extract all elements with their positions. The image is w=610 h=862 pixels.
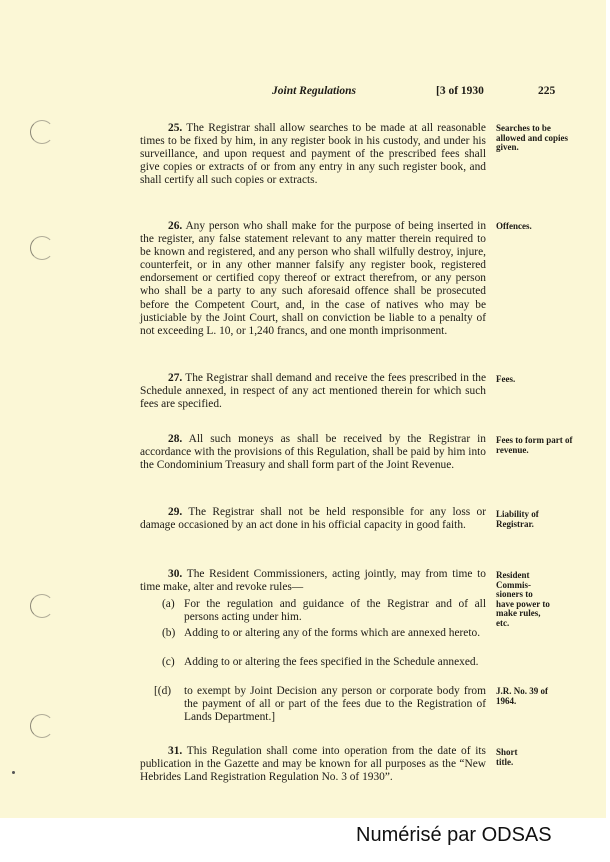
running-title: Joint Regulations	[272, 85, 357, 97]
section-27	[140, 372, 486, 411]
page-number: 225	[538, 85, 556, 97]
margin-note: Liability of Registrar.	[496, 509, 539, 529]
margin-note: Fees to form part of revenue.	[496, 435, 573, 455]
punch-hole	[30, 714, 54, 738]
item-text: Adding to or altering any of the forms which are annexed hereto.	[184, 627, 481, 639]
item-text: to exempt by Joint Decision any person or corporate body from the payment of all or part of the fees due to the Registration of Lands Department.]	[184, 685, 486, 724]
speck	[12, 771, 15, 774]
punch-hole	[30, 236, 54, 260]
item-text: Adding to or altering the fees specified in the Schedule annexed.	[184, 656, 479, 668]
margin-note: J.R. No. 39 of 1964.	[496, 686, 548, 706]
section-text: This Regulation shall come into operation from the date of its publication in the Gazette and may be known for all purposes as the “New Hebrides Land Registration Regulation No. 3 of 1930”.	[140, 745, 486, 784]
item-text: For the regulation and guidance of the Registrar and of all persons acting under him.	[184, 598, 486, 624]
margin-note: Offences.	[496, 221, 532, 231]
section-28	[140, 433, 486, 472]
section-25	[140, 122, 486, 187]
section-number: 30.	[168, 568, 183, 580]
margin-note: Fees.	[496, 374, 516, 384]
section-text: The Registrar shall demand and receive the fees prescribed in the Schedule annexed, in respect of any act mentioned therein for which such fees are specified.	[140, 372, 486, 411]
item-label: (a)	[162, 598, 175, 610]
margin-note: Short title.	[496, 747, 518, 767]
scan-watermark: Numérisé par ODSAS	[356, 824, 552, 846]
margin-note: Searches to be allowed and copies given.	[496, 123, 569, 153]
section-number: 27.	[168, 372, 183, 384]
section-text: Any person who shall make for the purpose of being inserted in the register, any false statement relevant to any matter therein required to be known and registered, and any person who shall wilfully destroy, injure, counterfeit, or in any other manner falsify any register book, registered endorsement or certified copy thereof or extract therefrom, or any person who shall be a party to any such aforesaid offence shall be prosecuted before the Competent Court, and, in the case of natives who may be justiciable by the Joint Court, shall on conviction be liable to a penalty of not exceeding L. 10, or 1,240 francs, and one month imprisonment.	[140, 220, 487, 337]
section-text: All such moneys as shall be received by the Registrar in accordance with the provisions of this Regulation, shall be paid by him into the Condominium Treasury and shall form part of the Joint Revenue.	[140, 433, 487, 472]
section-26	[140, 220, 486, 338]
punch-hole	[30, 120, 54, 144]
margin-note: Resident Commis-sioners to have power to make rules, etc.	[496, 570, 550, 628]
act-reference: [3 of 1930	[436, 85, 484, 97]
section-text: The Registrar shall allow searches to be made at all reasonable times to be fixed by him, in any register book in his custody, and under his surveillance, and upon request and payment of the prescribed fees shall give copies or extracts of or from any entry in any such register book, and shall certify all such copies or extracts.	[140, 122, 486, 187]
section-text: The Resident Commissioners, acting jointly, may from time to time make, alter and revoke rules—	[140, 568, 486, 594]
punch-hole	[30, 594, 54, 618]
section-number: 31.	[168, 745, 183, 757]
section-number: 25.	[168, 122, 183, 134]
section-31	[140, 745, 486, 784]
item-label: [(d)	[154, 685, 172, 697]
section-29	[140, 506, 486, 532]
item-label: (c)	[162, 656, 175, 668]
item-label: (b)	[162, 627, 176, 639]
section-number: 26.	[168, 220, 183, 232]
section-text: The Registrar shall not be held responsible for any loss or damage occasioned by an act done in his official capacity in good faith.	[140, 506, 486, 532]
section-30	[140, 568, 486, 594]
section-number: 28.	[168, 433, 183, 445]
section-number: 29.	[168, 506, 183, 518]
